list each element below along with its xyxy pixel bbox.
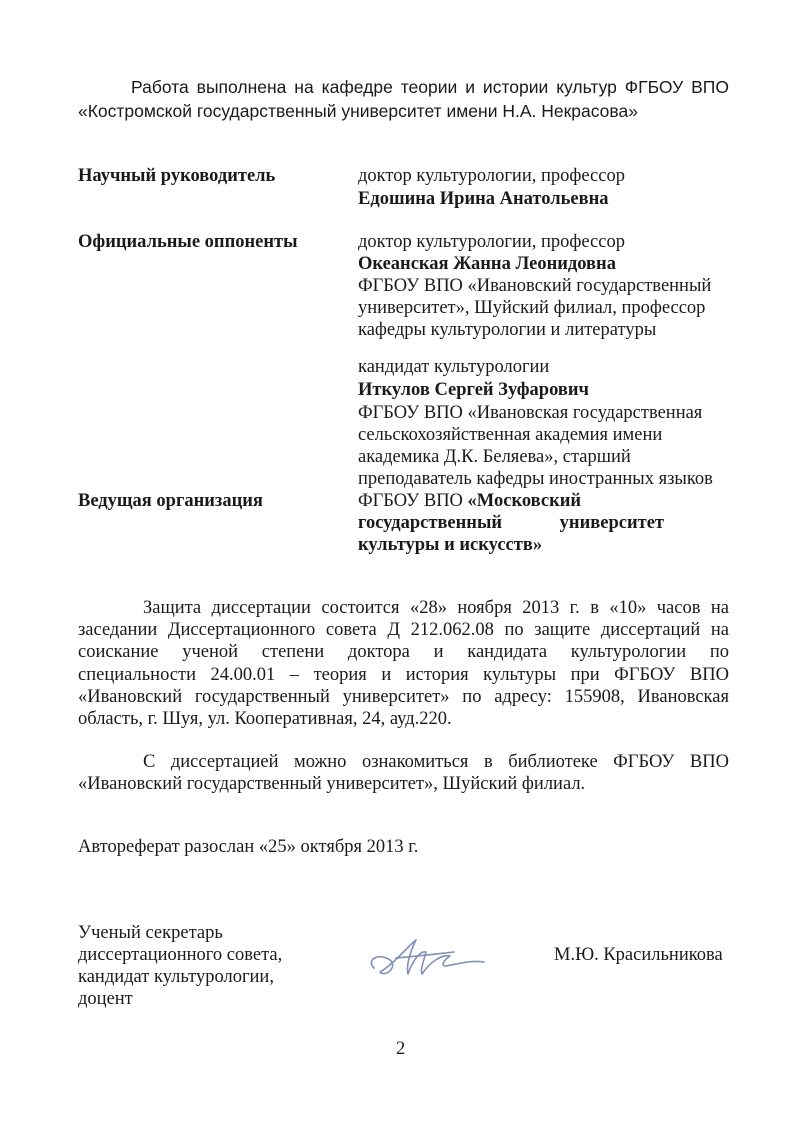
signature [360,930,500,986]
leading-org-word: университет [559,513,664,533]
supervisor-name: Едошина Ирина Анатольевна [358,189,609,209]
opponent-2-name: Иткулов Сергей Зуфарович [358,380,589,400]
defense-line: заседании Диссертационного совета Д 212.062.08 по защите диссертаций на [78,620,729,640]
secretary-title-line: кандидат культурологии, [78,967,274,987]
opponent-1-affiliation-line: кафедры культурологии и литературы [358,320,657,340]
leading-org-prefix: ФГБОУ ВПО [358,491,468,511]
opponent-1-affiliation-line: ФГБОУ ВПО «Ивановский государственный [358,276,712,296]
leading-org-line-2 [358,512,664,534]
secretary-title-line: доцент [78,989,133,1009]
opponent-2-affiliation-line: ФГБОУ ВПО «Ивановская государственная [358,403,703,423]
secretary-title-line: диссертационного совета, [78,945,283,965]
leading-org-line-1 [358,490,581,512]
defense-line: Защита диссертации состоится «28» ноября 2013 г. в «10» часов на [143,598,729,618]
leading-org-label: Ведущая организация [78,491,263,511]
leading-org-line-3: культуры и искусств» [358,535,543,555]
opponent-2-degree: кандидат культурологии [358,357,550,377]
opponent-1-affiliation-line: университет», Шуйский филиал, профессор [358,298,706,318]
library-line-2: «Ивановский государственный университет», Шуйский филиал. [78,774,586,794]
opponent-1-name: Океанская Жанна Леонидовна [358,254,616,274]
intro-line-1: Работа выполнена на кафедре теории и истории культур ФГБОУ ВПО [131,77,729,97]
leading-org-word: государственный [358,513,503,533]
secretary-title-line: Ученый секретарь [78,923,223,943]
opponent-2-affiliation-line: сельскохозяйственная академия имени [358,425,663,445]
opponent-2-affiliation-line: академика Д.К. Беляева», старший [358,447,631,467]
defense-line: соискание ученой степени доктора и кандидата культурологии по [78,642,729,662]
library-line-1: С диссертацией можно ознакомиться в библиотеке ФГБОУ ВПО [143,752,729,772]
supervisor-label: Научный руководитель [78,166,276,186]
defense-line: специальности 24.00.01 – теория и история культуры при ФГБОУ ВПО [78,665,729,685]
defense-line: «Ивановский государственный университет» по адресу: 155908, Ивановская [78,687,729,707]
signature-strokes [371,940,484,974]
page-number: 2 [396,1039,406,1059]
leading-org-name-start: «Московский [467,491,582,511]
distribution-date: Автореферат разослан «25» октября 2013 г. [78,837,419,857]
opponents-label: Официальные оппоненты [78,232,298,252]
intro-line-2: «Костромской государственный университет имени Н.А. Некрасова» [78,101,638,121]
opponent-1-degree: доктор культурологии, профессор [358,232,625,252]
secretary-name: М.Ю. Красильникова [554,945,723,965]
supervisor-degree: доктор культурологии, профессор [358,166,625,186]
opponent-2-affiliation-line: преподаватель кафедры иностранных языков [358,469,713,489]
defense-last-line: область, г. Шуя, ул. Кооперативная, 24, ауд.220. [78,709,452,729]
